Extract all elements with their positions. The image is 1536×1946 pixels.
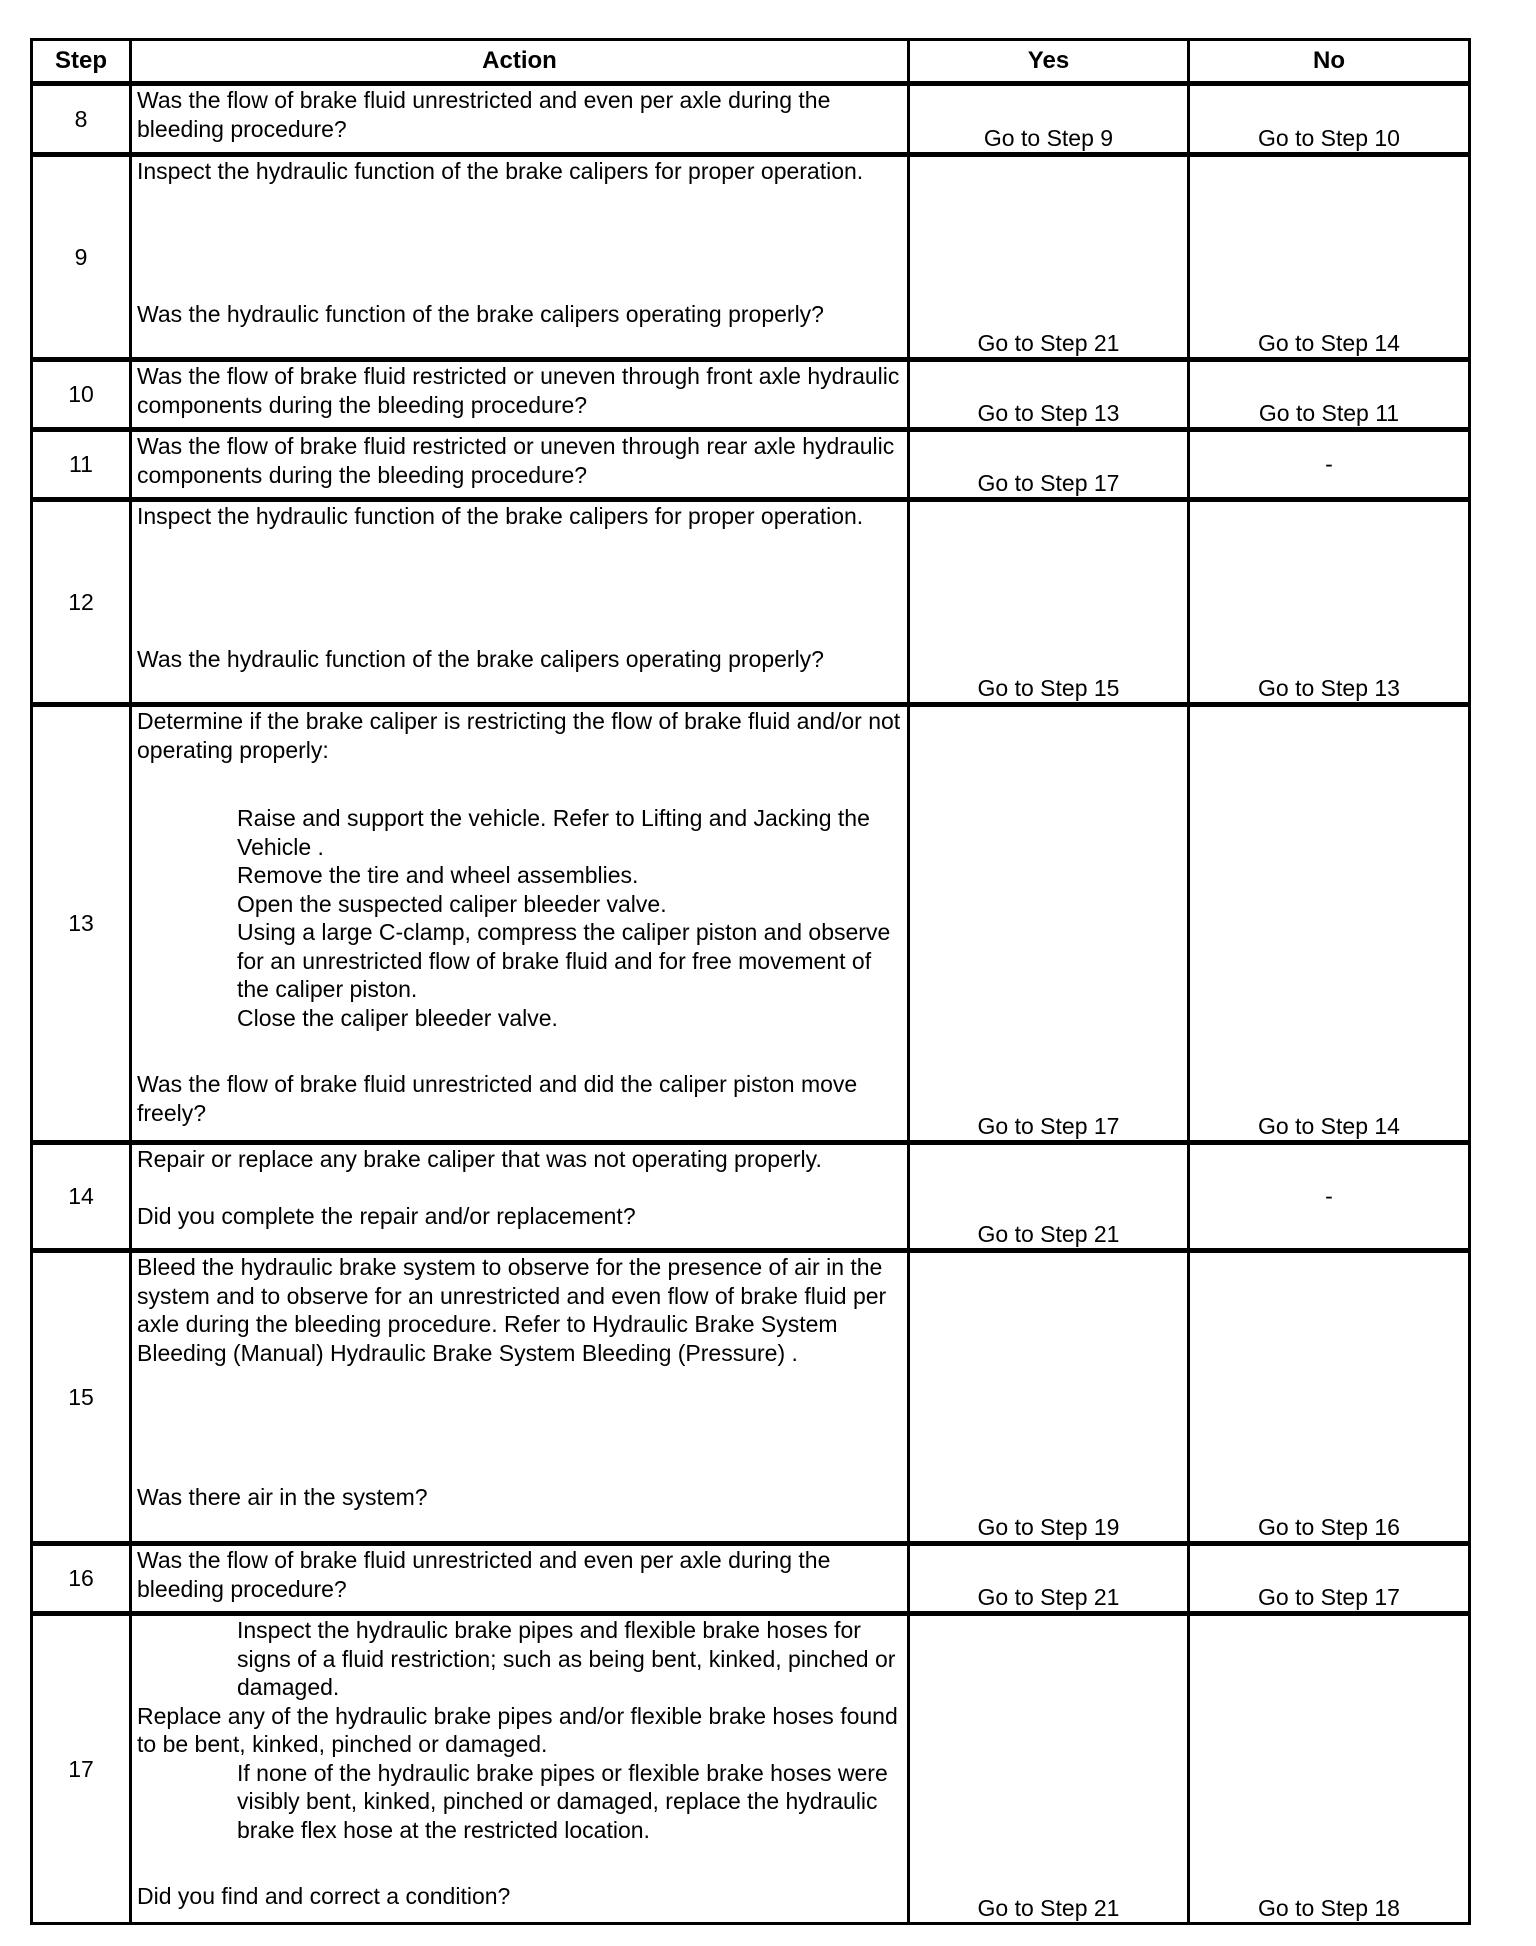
substep-item: Open the suspected caliper bleeder valve. (237, 890, 667, 917)
action-question: Did you find and correct a condition? (137, 1883, 511, 1909)
no-cell: Go to Step 16 (1189, 1251, 1470, 1544)
table-row (32, 360, 1470, 430)
table-row (32, 500, 1470, 705)
action-instruction: Inspect the hydraulic function of the brake calipers for proper operation. (137, 503, 864, 529)
yes-cell: Go to Step 13 (909, 360, 1189, 430)
table-row (32, 1544, 1470, 1614)
action-cell (131, 1143, 909, 1251)
header-yes: Yes (909, 40, 1189, 84)
action-cell (131, 500, 909, 705)
no-cell: Go to Step 14 (1189, 155, 1470, 360)
no-cell: Go to Step 17 (1189, 1544, 1470, 1614)
step-number: 15 (32, 1251, 131, 1544)
action-cell (131, 84, 909, 155)
header-no: No (1189, 40, 1470, 84)
table-row (32, 155, 1470, 360)
header-action: Action (131, 40, 909, 84)
action-cell (131, 360, 909, 430)
no-cell: Go to Step 11 (1189, 360, 1470, 430)
action-cell (131, 705, 909, 1143)
action-cell (131, 1544, 909, 1614)
action-cell (131, 1251, 909, 1544)
table-row (32, 84, 1470, 155)
substep-item: Inspect the hydraulic brake pipes and flexible brake hoses for signs of a fluid restriction; such as being bent, kinked, pinched or damaged. (237, 1617, 896, 1700)
no-cell: Go to Step 18 (1189, 1614, 1470, 1924)
yes-cell: Go to Step 21 (909, 1544, 1189, 1614)
yes-cell: Go to Step 17 (909, 430, 1189, 500)
yes-cell: Go to Step 9 (909, 84, 1189, 155)
yes-cell: Go to Step 21 (909, 1143, 1189, 1251)
yes-cell: Go to Step 19 (909, 1251, 1189, 1544)
action-question: Was the flow of brake fluid unrestricted and did the caliper piston move freely? (137, 1071, 858, 1126)
action-instruction: Inspect the hydraulic function of the brake calipers for proper operation. (137, 158, 864, 184)
substep-item: Raise and support the vehicle. Refer to Lifting and Jacking the Vehicle . (237, 805, 870, 860)
table-header-row (32, 40, 1470, 84)
no-cell: Go to Step 14 (1189, 705, 1470, 1143)
step-number: 8 (32, 84, 131, 155)
yes-cell: Go to Step 21 (909, 155, 1189, 360)
step-number: 9 (32, 155, 131, 360)
action-question: Was the hydraulic function of the brake calipers operating properly? (137, 646, 824, 672)
step-number: 12 (32, 500, 131, 705)
action-instruction: Replace any of the hydraulic brake pipes and/or flexible brake hoses found to be bent, kinked, pinched or damaged. (137, 1702, 898, 1757)
action-instruction: Bleed the hydraulic brake system to observe for the presence of air in the system and to observe for an unrestricted and even flow of brake fluid per axle during the bleeding procedure. Refer to Hydraulic Brake System Bleeding (Manual) Hydraulic Brake System Bleeding (Pressure) . (137, 1254, 887, 1366)
action-instruction: Determine if the brake caliper is restricting the flow of brake fluid and/or not operating properly: (137, 708, 901, 763)
action-cell (131, 430, 909, 500)
no-cell: - (1189, 1143, 1470, 1251)
table-row (32, 430, 1470, 500)
step-number: 16 (32, 1544, 131, 1614)
substep-item: If none of the hydraulic brake pipes or flexible brake hoses were visibly bent, kinked, pinched or damaged, replace the hydraulic brake flex hose at the restricted location. (237, 1759, 888, 1843)
substep-item: Close the caliper bleeder valve. (237, 1004, 558, 1031)
step-number: 10 (32, 360, 131, 430)
step-number: 14 (32, 1143, 131, 1251)
action-cell (131, 155, 909, 360)
action-question: Was there air in the system? (137, 1484, 428, 1510)
substep-item: Remove the tire and wheel assemblies. (237, 862, 639, 888)
action-question: Was the flow of brake fluid unrestricted and even per axle during the bleeding procedure? (137, 87, 831, 142)
action-question: Was the flow of brake fluid unrestricted and even per axle during the bleeding procedure? (137, 1547, 831, 1602)
action-question: Was the hydraulic function of the brake calipers operating properly? (137, 301, 824, 327)
no-cell: Go to Step 10 (1189, 84, 1470, 155)
action-question: Did you complete the repair and/or replacement? (137, 1203, 636, 1229)
header-step: Step (32, 40, 131, 84)
table-row (32, 1251, 1470, 1544)
action-instruction: Repair or replace any brake caliper that was not operating properly. (137, 1146, 822, 1172)
action-question: Was the flow of brake fluid restricted or uneven through rear axle hydraulic components during the bleeding procedure? (137, 433, 895, 488)
yes-cell: Go to Step 15 (909, 500, 1189, 705)
step-number: 13 (32, 705, 131, 1143)
table-row (32, 1614, 1470, 1924)
substep-item: Using a large C-clamp, compress the caliper piston and observe for an unrestricted flow of brake fluid and for free movement of the caliper piston. (237, 919, 891, 1002)
table-row (32, 705, 1470, 1143)
diagnostic-steps-table (30, 38, 1471, 1925)
table-row (32, 1143, 1470, 1251)
step-number: 17 (32, 1614, 131, 1924)
step-number: 11 (32, 430, 131, 500)
action-question: Was the flow of brake fluid restricted or uneven through front axle hydraulic components during the bleeding procedure? (137, 363, 900, 418)
yes-cell: Go to Step 21 (909, 1614, 1189, 1924)
action-cell (131, 1614, 909, 1924)
no-cell: Go to Step 13 (1189, 500, 1470, 705)
no-cell: - (1189, 430, 1470, 500)
yes-cell: Go to Step 17 (909, 705, 1189, 1143)
